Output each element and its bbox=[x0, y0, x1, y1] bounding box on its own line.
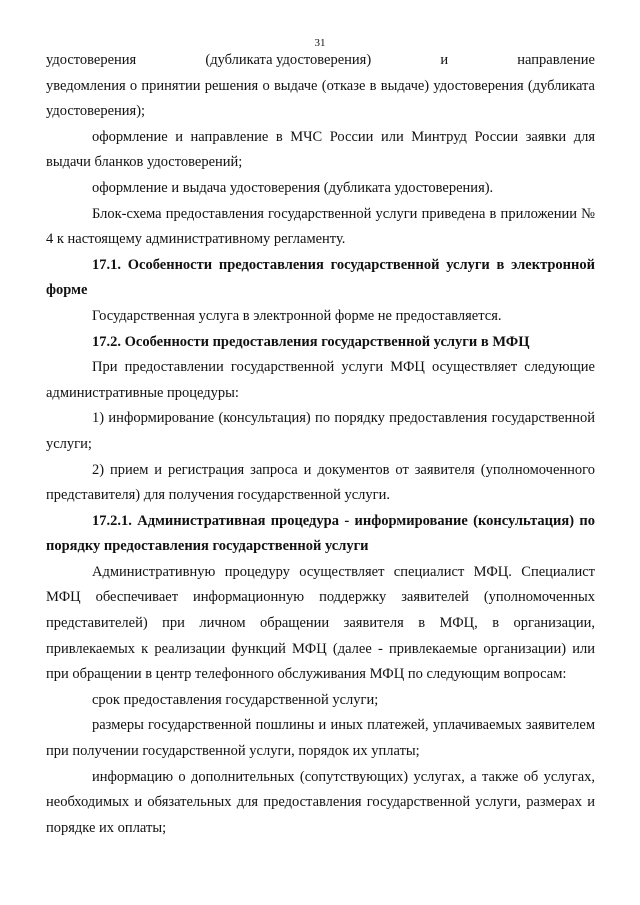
paragraph: Административную процедуру осуществляет специалист МФЦ. Специалист МФЦ обеспечивает информационную поддержку заявителей (уполномоченных представителей) при личном обращении заявителя в МФЦ, в организации, привлекаемых к реализации функций МФЦ (далее - привлекаемые организации) или при обращении в центр телефонного обслуживания МФЦ по следующим вопросам: bbox=[46, 563, 595, 683]
continuation-word-3: и bbox=[440, 52, 449, 68]
paragraph: оформление и выдача удостоверения (дубликата удостоверения). bbox=[92, 179, 494, 196]
page-number: 31 bbox=[314, 37, 326, 49]
list-item: информацию о дополнительных (сопутствующих) услугах, а также об услугах, необходимых и обязательных для предоставления государственной услуги, размерах и порядке их оплаты; bbox=[46, 768, 595, 836]
continuation-word-4: направление bbox=[517, 52, 595, 68]
list-item: 1) информирование (консультация) по порядку предоставления государственной услуги; bbox=[46, 410, 595, 452]
list-item: срок предоставления государственной услуги; bbox=[92, 691, 379, 708]
continuation-word-2: (дубликата удостоверения) bbox=[205, 52, 372, 68]
section-heading: 17.2.1. Административная процедура - информирование (консультация) по порядку предоставления государственной услуги bbox=[46, 512, 595, 555]
document-body bbox=[46, 48, 595, 841]
paragraph: уведомления о принятии решения о выдаче (отказе в выдаче) удостоверения (дубликата удостоверения); bbox=[46, 77, 595, 120]
paragraph: оформление и направление в МЧС России или Минтруд России заявки для выдачи бланков удостоверений; bbox=[46, 128, 595, 171]
section-heading: 17.2. Особенности предоставления государственной услуги в МФЦ bbox=[92, 333, 530, 350]
list-item: размеры государственной пошлины и иных платежей, уплачиваемых заявителем при получении государственной услуги, порядок их уплаты; bbox=[46, 717, 595, 760]
paragraph: При предоставлении государственной услуги МФЦ осуществляет следующие административные процедуры: bbox=[46, 359, 595, 401]
continuation-line bbox=[46, 48, 595, 74]
paragraph: Блок-схема предоставления государственной услуги приведена в приложении № 4 к настоящему административному регламенту. bbox=[46, 205, 595, 248]
list-item: 2) прием и регистрация запроса и документов от заявителя (уполномоченного представителя) для получения государственной услуги. bbox=[46, 461, 595, 504]
section-heading: 17.1. Особенности предоставления государственной услуги в электронной форме bbox=[46, 256, 595, 299]
paragraph: Государственная услуга в электронной форме не предоставляется. bbox=[92, 307, 502, 324]
continuation-word-1: удостоверения bbox=[46, 52, 137, 68]
